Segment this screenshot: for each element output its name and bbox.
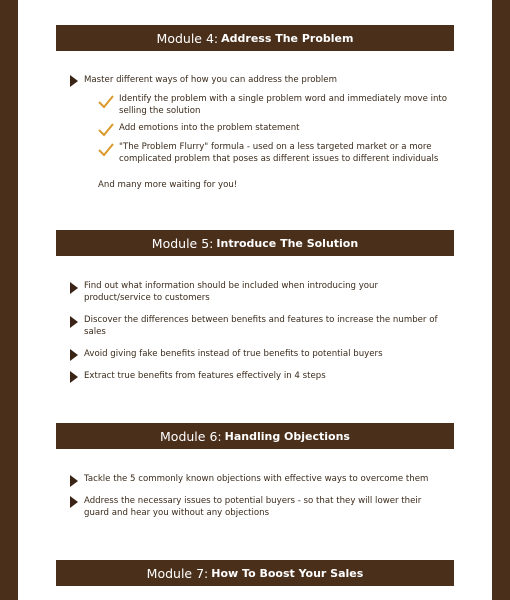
module-5-bullet: Discover the differences between benefits and features to increase the number of sales: [84, 315, 438, 337]
arrow-bullet-icon: [70, 349, 78, 361]
arrow-bullet-icon: [70, 316, 78, 328]
module-7-banner: [56, 560, 454, 586]
arrow-bullet-icon: [70, 282, 78, 294]
arrow-bullet-icon: [70, 496, 78, 508]
module-5-prefix: Module 5:: [151, 235, 214, 251]
module-6-prefix: Module 6:: [160, 428, 222, 444]
module-7-title: How To Boost Your Sales: [211, 566, 364, 580]
module-4-check-item: "The Problem Flurry" formula - used on a less targeted market or a more complicated problem that poses as different issues to different individuals: [119, 142, 439, 164]
module-5-banner: [56, 230, 454, 256]
checkmark-icon: [98, 123, 114, 137]
checkmark-icon: [98, 143, 114, 157]
module-4-banner: [56, 25, 454, 51]
module-4-title: Address The Problem: [221, 31, 354, 45]
arrow-bullet-icon: [70, 371, 78, 383]
module-7-prefix: Module 7:: [146, 565, 209, 581]
module-6-bullet: Address the necessary issues to potential buyers - so that they will lower their guard and hear you without any objections: [84, 496, 422, 518]
module-5-bullet: Avoid giving fake benefits instead of true benefits to potential buyers: [84, 349, 383, 359]
arrow-bullet-icon: [70, 475, 78, 487]
module-6-bullet: Tackle the 5 commonly known objections with effective ways to overcome them: [84, 474, 429, 484]
module-4-more-text: And many more waiting for you!: [98, 180, 238, 190]
content-page: [18, 0, 492, 600]
module-6-banner: [56, 423, 454, 449]
module-4-check-item: Identify the problem with a single problem word and immediately move into selling the solution: [119, 94, 448, 116]
module-4-bullet: Master different ways of how you can address the problem: [84, 75, 337, 85]
module-4-prefix: Module 4:: [156, 30, 219, 46]
arrow-bullet-icon: [70, 75, 78, 87]
module-5-bullet: Find out what information should be included when introducing your product/service to customers: [84, 281, 379, 303]
module-5-title: Introduce The Solution: [216, 236, 359, 250]
checkmark-icon: [98, 95, 114, 109]
module-6-title: Handling Objections: [224, 429, 350, 443]
module-4-check-item: Add emotions into the problem statement: [119, 123, 300, 133]
module-5-bullet: Extract true benefits from features effectively in 4 steps: [84, 371, 326, 381]
